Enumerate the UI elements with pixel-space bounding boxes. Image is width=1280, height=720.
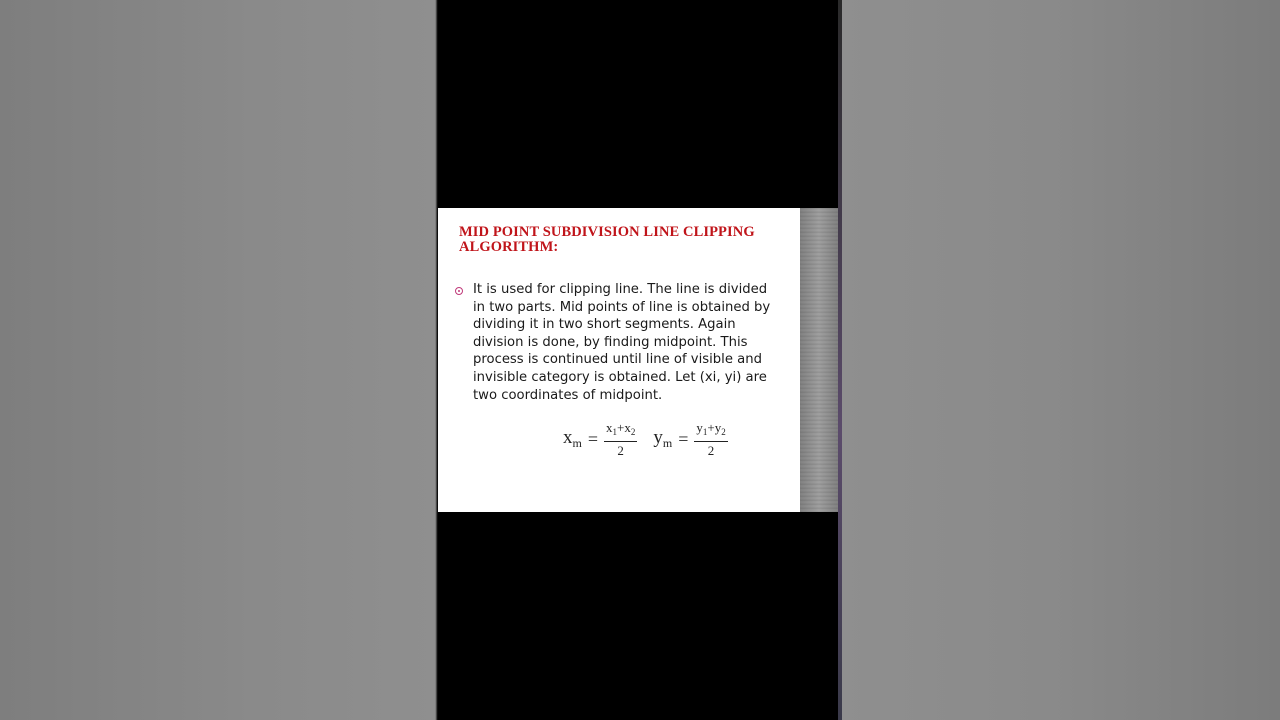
video-frame	[438, 0, 838, 720]
midpoint-formula	[563, 415, 728, 463]
formula-y-equals: =	[678, 428, 689, 449]
formula-y-fraction: $\frac{y_1+y_2}{2}$	[696, 419, 726, 458]
formula-y-lhs: $y_m$	[653, 427, 673, 450]
slide-body-text: It is used for clipping line. The line is divided in two parts. Mid points of line is obtained by dividing it in two short segments. Again division is done, by finding midpoint. This process is continued until line of visible and invisible category is obtained. Let (xi, yi) are two coordinates of midpoint.	[473, 282, 771, 403]
formula-x-equals: =	[587, 428, 598, 449]
circled-dot-bullet-icon	[455, 287, 463, 295]
video-edge-strip	[838, 0, 842, 720]
formula-x-fraction: $\frac{x_1+x_2}{2}$	[606, 419, 636, 458]
slide-title: MID POINT SUBDIVISION LINE CLIPPING ALGORITHM:	[459, 224, 755, 255]
slide	[438, 208, 838, 512]
formula-x-lhs: $x_m$	[563, 427, 582, 450]
slide-side-texture	[800, 208, 838, 512]
